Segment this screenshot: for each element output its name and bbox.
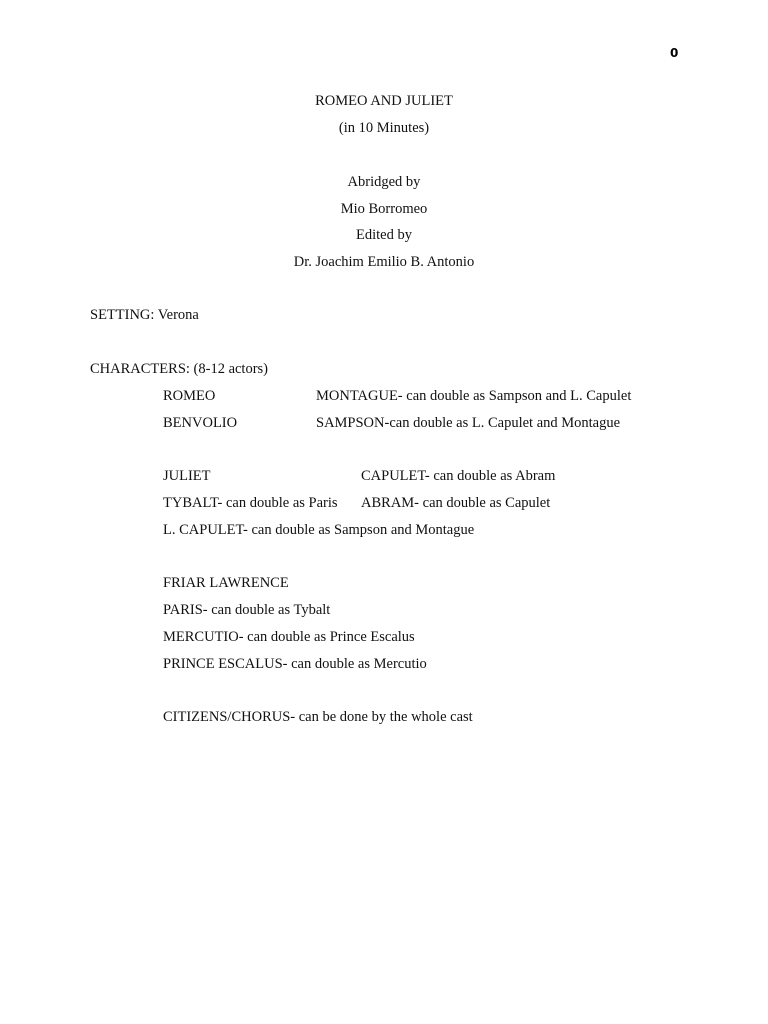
character-mercutio: MERCUTIO- can double as Prince Escalus — [163, 629, 415, 645]
character-romeo: ROMEO — [163, 388, 216, 404]
character-prince-escalus: PRINCE ESCALUS- can double as Mercutio — [163, 656, 427, 672]
character-juliet: JULIET — [163, 468, 211, 484]
play-title: ROMEO AND JULIET — [315, 93, 453, 109]
characters-heading: CHARACTERS: (8-12 actors) — [90, 361, 269, 377]
character-lady-capulet: L. CAPULET- can double as Sampson and Montague — [163, 522, 475, 538]
character-abram: ABRAM- can double as Capulet — [361, 495, 551, 511]
edited-by-label: Edited by — [356, 227, 412, 243]
character-benvolio: BENVOLIO — [163, 415, 238, 431]
character-paris: PARIS- can double as Tybalt — [163, 602, 331, 618]
character-sampson: SAMPSON-can double as L. Capulet and Montague — [316, 415, 621, 431]
character-tybalt: TYBALT- can double as Paris — [163, 495, 338, 511]
editor-name: Dr. Joachim Emilio B. Antonio — [293, 254, 475, 270]
abridger-name: Mio Borromeo — [340, 201, 428, 217]
play-subtitle: (in 10 Minutes) — [338, 120, 430, 136]
character-capulet: CAPULET- can double as Abram — [361, 468, 556, 484]
page-number: 0 — [670, 46, 679, 60]
abridged-by-label: Abridged by — [347, 174, 421, 190]
setting-line: SETTING: Verona — [90, 307, 199, 323]
character-montague: MONTAGUE- can double as Sampson and L. Capulet — [316, 388, 632, 404]
character-citizens-chorus: CITIZENS/CHORUS- can be done by the whole cast — [163, 709, 473, 725]
character-friar-lawrence: FRIAR LAWRENCE — [163, 575, 289, 591]
